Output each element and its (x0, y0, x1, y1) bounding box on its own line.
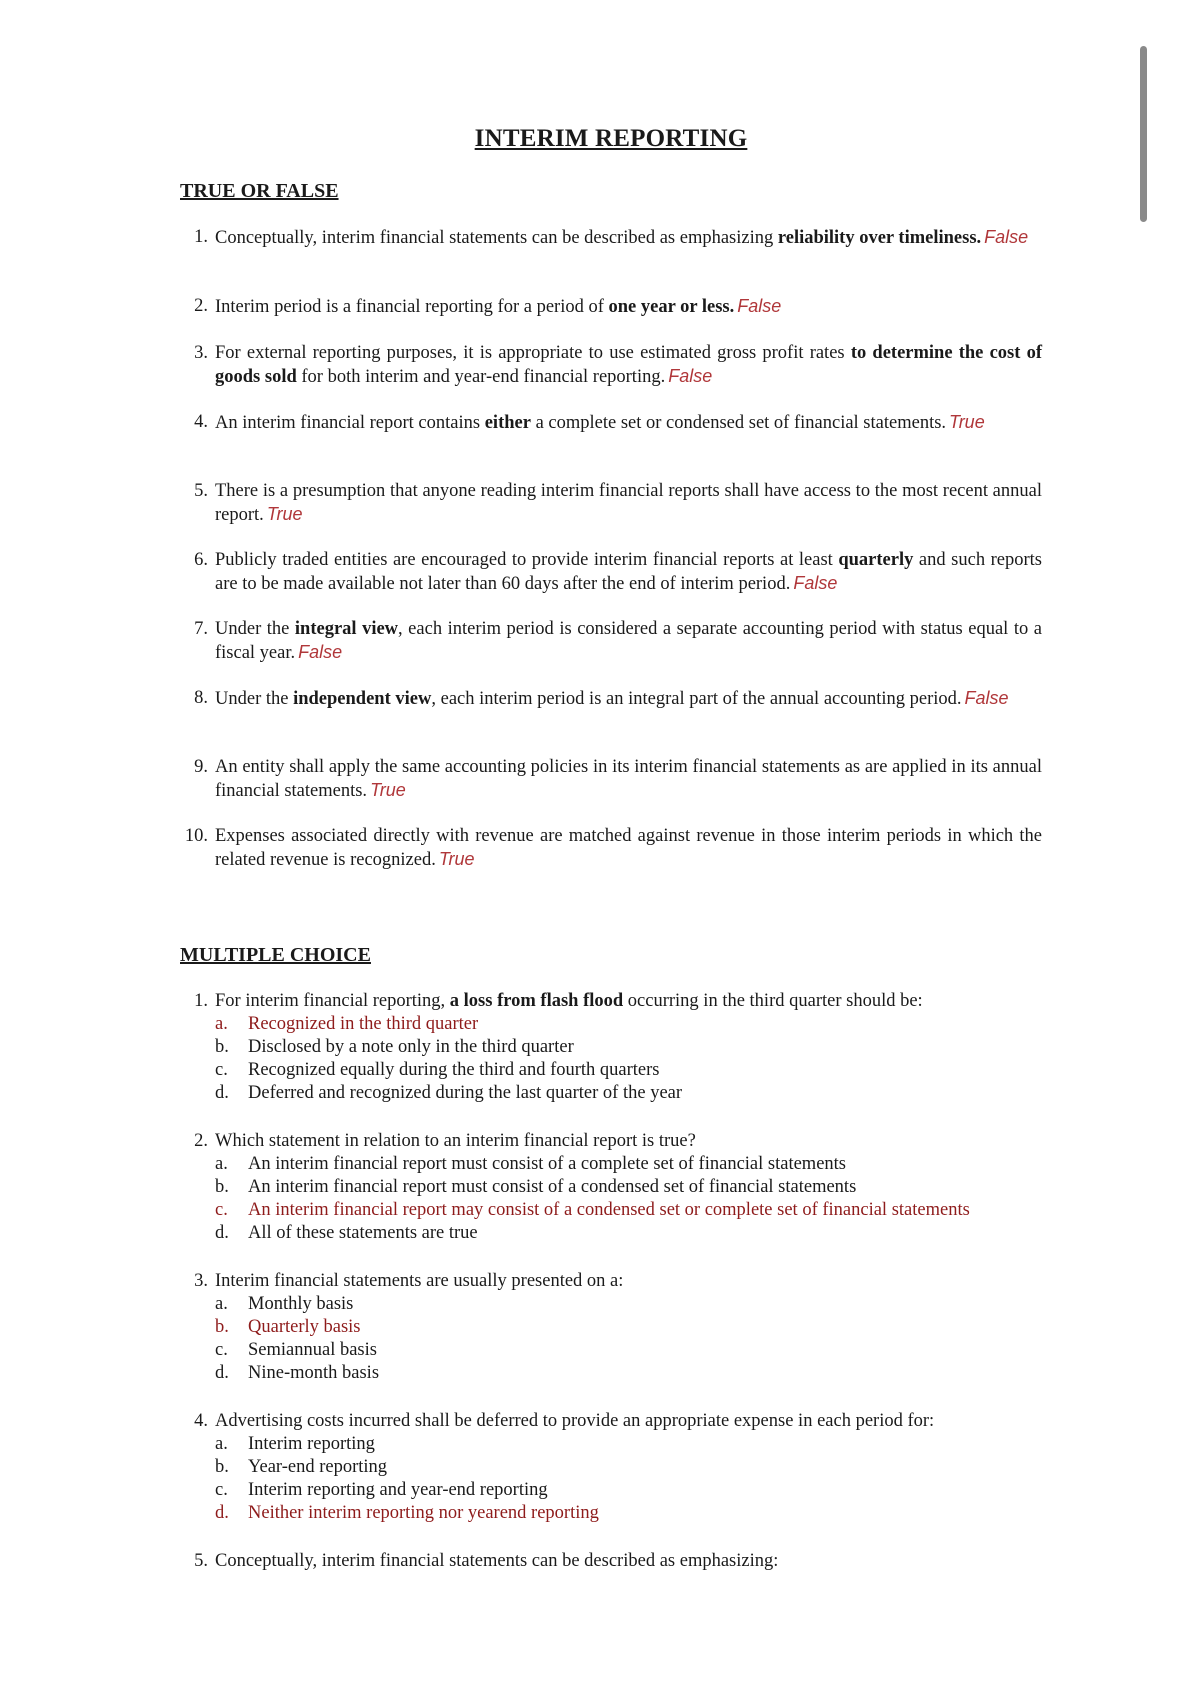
choice-text: Nine-month basis (248, 1363, 380, 1383)
answer-label: False (298, 642, 343, 662)
choice-option (215, 1293, 1042, 1316)
question-text: occurring in the third quarter should be: (623, 991, 923, 1011)
emphasis-text: either (484, 413, 531, 433)
tf-question (180, 226, 1042, 250)
choice-option (215, 1339, 1042, 1362)
mc-question (180, 1550, 1042, 1573)
question-number: 8. (194, 688, 208, 708)
question-text: Conceptually, interim financial statements can be described as emphasizing: (215, 1551, 779, 1571)
question-number: 5. (194, 1551, 208, 1571)
tf-question (180, 756, 1042, 803)
question-text: Expenses associated directly with revenue are matched against revenue in those interim periods in which the related revenue is recognized. (215, 826, 1042, 870)
choice-letter: b. (215, 1177, 229, 1197)
question-number: 7. (194, 619, 208, 639)
mc-question (180, 1130, 1042, 1245)
emphasis-text: a loss from flash flood (449, 991, 624, 1011)
correct-choice (215, 1013, 1042, 1036)
choice-text: Disclosed by a note only in the third quarter (248, 1037, 574, 1057)
choice-letter: a. (215, 1154, 228, 1174)
question-text: Under the (215, 619, 295, 639)
tf-section-heading: TRUE OR FALSE (180, 180, 339, 202)
answer-label: True (949, 412, 985, 432)
question-text: For interim financial reporting, (215, 991, 450, 1011)
tf-question (180, 342, 1042, 389)
choice-text: An interim financial report must consist of a condensed set of financial statements (248, 1177, 857, 1197)
question-number: 9. (194, 757, 208, 777)
choice-option (215, 1176, 1042, 1199)
question-body (215, 1550, 1042, 1573)
question-body (215, 756, 1042, 803)
question-body (215, 411, 1042, 435)
question-text: for both interim and year-end financial reporting. (296, 367, 666, 387)
choice-letter: a. (215, 1014, 228, 1034)
question-body (215, 618, 1042, 665)
question-number: 5. (194, 481, 208, 501)
tf-question (180, 825, 1042, 872)
answer-label: False (984, 227, 1029, 247)
choice-text: Monthly basis (248, 1294, 354, 1314)
choice-option (215, 1479, 1042, 1502)
tf-question (180, 549, 1042, 596)
question-body (215, 226, 1042, 250)
question-text: An interim financial report contains (215, 413, 485, 433)
question-body (215, 342, 1042, 389)
emphasis-text: one year or less. (608, 297, 735, 317)
question-body (215, 825, 1042, 872)
question-body (215, 295, 1042, 319)
question-stem (215, 990, 1042, 1013)
choice-letter: c. (215, 1340, 228, 1360)
question-number: 4. (194, 412, 208, 432)
choice-option (215, 1059, 1042, 1082)
choice-letter: b. (215, 1317, 229, 1337)
question-text: and such reports are to be made available not later than 60 days after the end of interim period. (215, 550, 1042, 594)
question-number: 2. (194, 296, 208, 316)
question-stem (215, 1270, 1042, 1293)
question-text: There is a presumption that anyone reading interim financial reports shall have access to the most recent annual report. (215, 481, 1042, 525)
choice-text: Recognized in the third quarter (248, 1014, 479, 1034)
question-text: Publicly traded entities are encouraged to provide interim financial reports at least (215, 550, 839, 570)
question-text: a complete set or condensed set of financial statements. (530, 413, 947, 433)
choice-letter: d. (215, 1083, 229, 1103)
emphasis-text: reliability over timeliness. (777, 228, 982, 248)
choice-text: Neither interim reporting nor yearend reporting (248, 1503, 599, 1523)
choice-text: An interim financial report must consist of a complete set of financial statements (248, 1154, 846, 1174)
choice-letter: c. (215, 1200, 228, 1220)
tf-question (180, 480, 1042, 527)
question-body (215, 990, 1042, 1105)
choice-text: Recognized equally during the third and fourth quarters (248, 1060, 660, 1080)
choice-option (215, 1456, 1042, 1479)
question-body (215, 549, 1042, 596)
question-number: 3. (194, 343, 208, 363)
choice-letter: d. (215, 1363, 229, 1383)
choice-letter: a. (215, 1434, 228, 1454)
correct-choice (215, 1316, 1042, 1339)
answer-label: False (668, 366, 713, 386)
choice-letter: c. (215, 1480, 228, 1500)
question-text: Which statement in relation to an interim financial report is true? (215, 1131, 696, 1151)
choice-letter: d. (215, 1503, 229, 1523)
choice-text: All of these statements are true (248, 1223, 478, 1243)
mc-question (180, 1410, 1042, 1525)
question-number: 3. (194, 1271, 208, 1291)
question-text: Advertising costs incurred shall be deferred to provide an appropriate expense in each period for: (215, 1411, 935, 1431)
question-stem (215, 1130, 1042, 1153)
choice-letter: b. (215, 1457, 229, 1477)
choice-text: Quarterly basis (248, 1317, 361, 1337)
tf-question (180, 618, 1042, 665)
answer-label: False (737, 296, 782, 316)
question-stem (215, 1550, 1042, 1573)
choice-letter: a. (215, 1294, 228, 1314)
tf-question (180, 687, 1042, 711)
choice-option (215, 1036, 1042, 1059)
emphasis-text: independent view (293, 689, 432, 709)
choice-letter: d. (215, 1223, 229, 1243)
question-number: 2. (194, 1131, 208, 1151)
mc-question (180, 1270, 1042, 1385)
question-number: 1. (194, 991, 208, 1011)
choice-option (215, 1433, 1042, 1456)
question-text: An entity shall apply the same accounting policies in its interim financial statements as are applied in its annual financial statements. (215, 757, 1042, 801)
question-number: 6. (194, 550, 208, 570)
page-title: INTERIM REPORTING (474, 125, 748, 152)
choice-letter: b. (215, 1037, 229, 1057)
scrollbar-thumb[interactable] (1140, 46, 1147, 222)
choice-text: Interim reporting (248, 1434, 375, 1454)
choice-text: Interim reporting and year-end reporting (248, 1480, 548, 1500)
question-body (215, 687, 1042, 711)
question-stem (215, 1410, 1042, 1433)
question-text: Under the (215, 689, 294, 709)
answer-label: True (266, 504, 303, 524)
answer-label: True (370, 780, 406, 800)
choice-letter: c. (215, 1060, 228, 1080)
question-text: , each interim period is considered a separate accounting period with status equal to a fiscal year. (215, 619, 1042, 663)
question-text: For external reporting purposes, it is appropriate to use estimated gross profit rates (215, 343, 851, 363)
question-text: Interim financial statements are usually presented on a: (215, 1271, 624, 1291)
question-number: 4. (194, 1411, 208, 1431)
correct-choice (215, 1502, 1042, 1525)
question-body (215, 1130, 1042, 1245)
question-text: , each interim period is an integral part of the annual accounting period. (431, 689, 962, 709)
emphasis-text: quarterly (838, 550, 914, 570)
emphasis-text: to determine the cost of goods sold (215, 343, 1042, 387)
choice-text: Semiannual basis (248, 1340, 377, 1360)
choice-text: Deferred and recognized during the last quarter of the year (248, 1083, 683, 1103)
tf-question (180, 411, 1042, 435)
question-body (215, 1270, 1042, 1385)
question-body (215, 480, 1042, 527)
tf-question (180, 295, 1042, 319)
question-number: 1. (194, 227, 208, 247)
choice-text: Year-end reporting (248, 1457, 388, 1477)
question-body (215, 1410, 1042, 1525)
question-number: 10. (184, 826, 208, 846)
question-text: Conceptually, interim financial statements can be described as emphasizing (215, 228, 778, 248)
choice-option (215, 1222, 1042, 1245)
choice-option (215, 1362, 1042, 1385)
answer-label: True (438, 849, 475, 869)
question-text: Interim period is a financial reporting for a period of (215, 297, 609, 317)
choice-option (215, 1153, 1042, 1176)
mc-question (180, 990, 1042, 1105)
choice-text: An interim financial report may consist of a condensed set or complete set of financial statements (248, 1200, 970, 1220)
emphasis-text: integral view (294, 619, 399, 639)
answer-label: False (793, 573, 838, 593)
choice-option (215, 1082, 1042, 1105)
correct-choice (215, 1199, 1042, 1222)
answer-label: False (964, 688, 1009, 708)
mc-section-heading: MULTIPLE CHOICE (180, 944, 371, 966)
